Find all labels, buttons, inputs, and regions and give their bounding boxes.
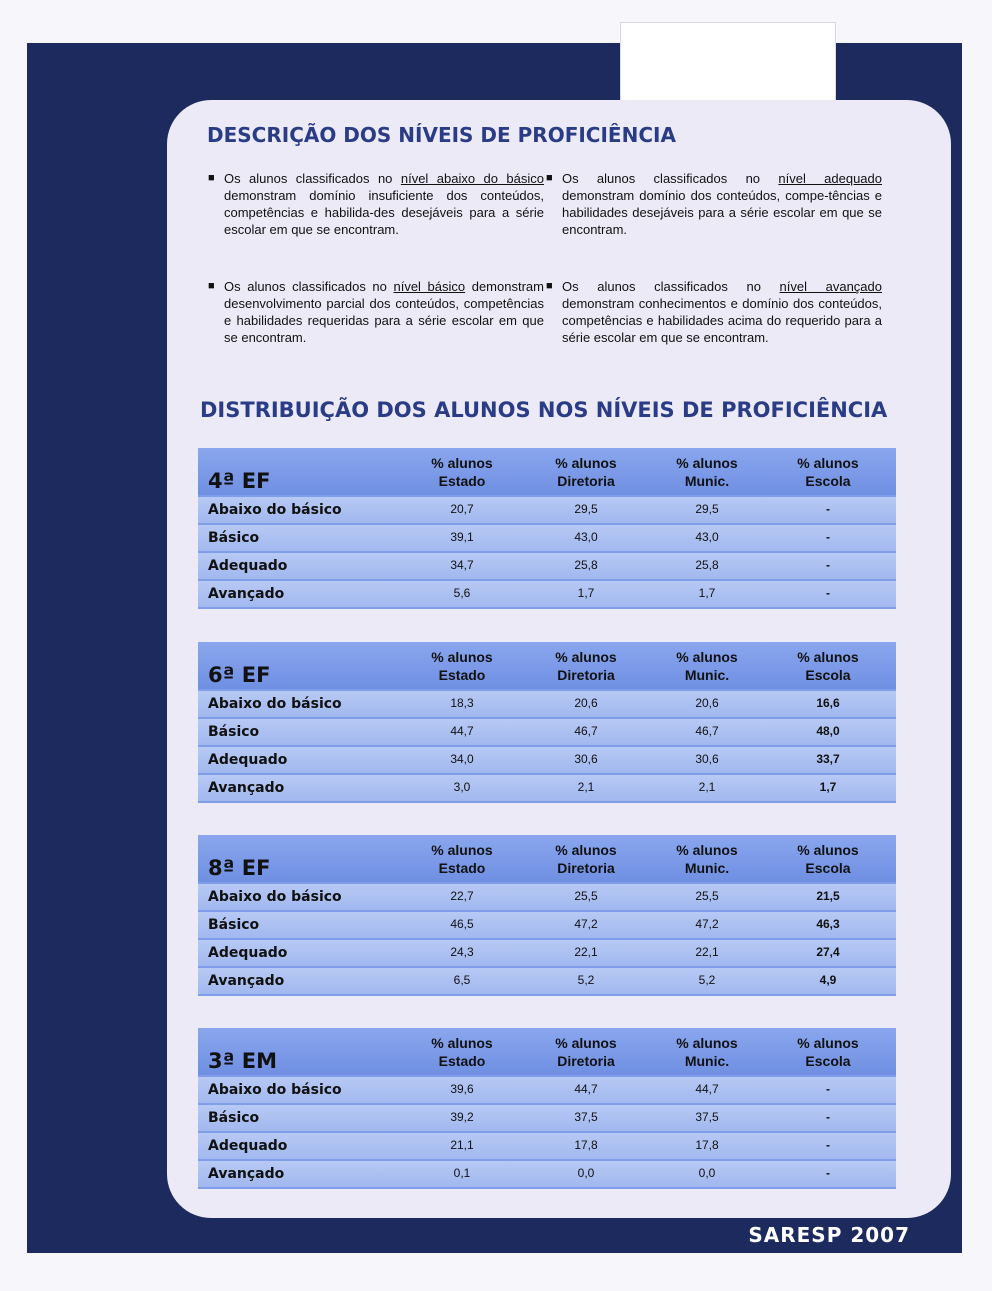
table-row xyxy=(198,1133,896,1159)
col-header-escola: % alunos Escola xyxy=(797,842,859,876)
table-row xyxy=(198,884,896,910)
table-row xyxy=(198,775,896,801)
cell-diretoria: 22,1 xyxy=(574,945,598,959)
level-term: nível abaixo do básico xyxy=(400,171,544,186)
cell-estado: 39,1 xyxy=(450,530,474,544)
level-term: nível adequado xyxy=(778,171,882,186)
col-header-munic: % alunos Munic. xyxy=(676,1035,738,1069)
cell-munic: 47,2 xyxy=(695,917,719,931)
cell-munic: 46,7 xyxy=(695,724,719,738)
cell-escola: 1,7 xyxy=(819,780,837,794)
cell-escola: 21,5 xyxy=(816,889,840,903)
cell-diretoria: 43,0 xyxy=(574,530,598,544)
col-header-estado: % alunos Estado xyxy=(431,455,493,489)
cell-escola: 16,6 xyxy=(816,696,840,710)
row-label: Básico xyxy=(208,530,260,546)
cell-munic: 25,8 xyxy=(695,558,719,572)
col-header-munic: % alunos Munic. xyxy=(676,842,738,876)
table-row xyxy=(198,525,896,551)
cell-escola: 4,9 xyxy=(819,973,837,987)
col-header-diretoria: % alunos Diretoria xyxy=(555,455,617,489)
cell-estado: 34,0 xyxy=(450,752,474,766)
distribuicao-heading: DISTRIBUIÇÃO DOS ALUNOS NOS NÍVEIS DE PROFICIÊNCIA xyxy=(200,398,888,422)
cell-escola: - xyxy=(826,1082,830,1096)
level-term: nível básico xyxy=(393,279,466,294)
cell-diretoria: 25,8 xyxy=(574,558,598,572)
grade-label: 4ª EF xyxy=(208,469,271,493)
row-label: Abaixo do básico xyxy=(208,1082,342,1098)
bullet-icon: ■ xyxy=(208,172,215,184)
cell-munic: 44,7 xyxy=(695,1082,719,1096)
cell-munic: 43,0 xyxy=(695,530,719,544)
col-header-estado: % alunos Estado xyxy=(431,649,493,683)
table-header xyxy=(198,1028,896,1075)
table-row xyxy=(198,1161,896,1187)
cell-estado: 46,5 xyxy=(450,917,474,931)
bullet-icon: ■ xyxy=(546,280,553,292)
grade-label: 6ª EF xyxy=(208,663,271,687)
level-term: nível avançado xyxy=(779,279,883,294)
col-header-estado: % alunos Estado xyxy=(431,1035,493,1069)
cell-estado: 0,1 xyxy=(453,1166,471,1180)
cell-munic: 37,5 xyxy=(695,1110,719,1124)
table-3-em xyxy=(198,1028,896,1189)
cell-estado: 6,5 xyxy=(453,973,471,987)
desc-item-adequado: ■ Os alunos classificados no nível adequado demonstram domínio dos conteúdos, compe-tências e habilidades desejáveis para a série escolar em que se encontram. xyxy=(546,171,882,237)
grade-label: 3ª EM xyxy=(208,1049,278,1073)
row-label: Abaixo do básico xyxy=(208,889,342,905)
row-label: Básico xyxy=(208,1110,260,1126)
col-header-diretoria: % alunos Diretoria xyxy=(555,649,617,683)
cell-munic: 5,2 xyxy=(698,973,716,987)
row-label: Avançado xyxy=(208,586,285,602)
table-row xyxy=(198,719,896,745)
cell-estado: 34,7 xyxy=(450,558,474,572)
cell-diretoria: 20,6 xyxy=(574,696,598,710)
col-header-munic: % alunos Munic. xyxy=(676,455,738,489)
desc-item-abaixo: ■ Os alunos classificados no nível abaixo do básico demonstram domínio insuficiente dos conteúdos, competências e habilida-des desejáveis para a série escolar em que se encontram. xyxy=(208,171,544,237)
cell-diretoria: 2,1 xyxy=(577,780,595,794)
desc-item-basico: ■ Os alunos classificados no nível básico demonstram desenvolvimento parcial dos conteúdos, competências e habilidades requeridas para a série escolar em que se encontram. xyxy=(208,279,544,345)
cell-munic: 22,1 xyxy=(695,945,719,959)
cell-escola: - xyxy=(826,502,830,516)
cell-munic: 20,6 xyxy=(695,696,719,710)
cell-escola: - xyxy=(826,1166,830,1180)
col-header-escola: % alunos Escola xyxy=(797,649,859,683)
table-4-ef xyxy=(198,448,896,609)
row-label: Básico xyxy=(208,917,260,933)
col-header-diretoria: % alunos Diretoria xyxy=(555,1035,617,1069)
cell-estado: 5,6 xyxy=(453,586,471,600)
cell-munic: 30,6 xyxy=(695,752,719,766)
cell-escola: 46,3 xyxy=(816,917,840,931)
row-label: Adequado xyxy=(208,752,288,768)
table-header xyxy=(198,835,896,882)
cell-munic: 2,1 xyxy=(698,780,716,794)
table-row xyxy=(198,581,896,607)
cell-escola: - xyxy=(826,586,830,600)
cell-diretoria: 29,5 xyxy=(574,502,598,516)
cell-estado: 21,1 xyxy=(450,1138,474,1152)
cell-munic: 1,7 xyxy=(698,586,716,600)
table-header xyxy=(198,642,896,689)
row-label: Adequado xyxy=(208,558,288,574)
subject-title: língua portuguesa xyxy=(55,67,155,833)
table-row xyxy=(198,912,896,938)
cell-estado: 39,2 xyxy=(450,1110,474,1124)
cell-escola: - xyxy=(826,1138,830,1152)
cell-escola: 48,0 xyxy=(816,724,840,738)
cell-escola: - xyxy=(826,1110,830,1124)
cell-munic: 17,8 xyxy=(695,1138,719,1152)
cell-escola: - xyxy=(826,558,830,572)
cell-estado: 20,7 xyxy=(450,502,474,516)
cell-estado: 24,3 xyxy=(450,945,474,959)
table-row xyxy=(198,1077,896,1103)
row-label: Básico xyxy=(208,724,260,740)
cell-escola: 27,4 xyxy=(816,945,840,959)
row-label: Abaixo do básico xyxy=(208,502,342,518)
cell-munic: 0,0 xyxy=(698,1166,716,1180)
table-8-ef xyxy=(198,835,896,996)
col-header-diretoria: % alunos Diretoria xyxy=(555,842,617,876)
descricao-heading: DESCRIÇÃO DOS NÍVEIS DE PROFICIÊNCIA xyxy=(207,123,676,147)
cell-estado: 18,3 xyxy=(450,696,474,710)
cell-diretoria: 0,0 xyxy=(577,1166,595,1180)
cell-estado: 39,6 xyxy=(450,1082,474,1096)
row-label: Avançado xyxy=(208,780,285,796)
bullet-icon: ■ xyxy=(208,280,215,292)
cell-munic: 25,5 xyxy=(695,889,719,903)
cell-escola: 33,7 xyxy=(816,752,840,766)
grade-label: 8ª EF xyxy=(208,856,271,880)
cell-escola: - xyxy=(826,530,830,544)
col-header-munic: % alunos Munic. xyxy=(676,649,738,683)
cell-diretoria: 17,8 xyxy=(574,1138,598,1152)
row-label: Avançado xyxy=(208,973,285,989)
cell-diretoria: 46,7 xyxy=(574,724,598,738)
row-label: Adequado xyxy=(208,945,288,961)
table-row xyxy=(198,940,896,966)
cell-diretoria: 30,6 xyxy=(574,752,598,766)
table-6-ef xyxy=(198,642,896,803)
cell-diretoria: 1,7 xyxy=(577,586,595,600)
table-row xyxy=(198,1105,896,1131)
footer-label: SARESP 2007 xyxy=(748,1223,910,1247)
col-header-escola: % alunos Escola xyxy=(797,455,859,489)
cell-estado: 44,7 xyxy=(450,724,474,738)
col-header-estado: % alunos Estado xyxy=(431,842,493,876)
desc-item-avancado: ■ Os alunos classificados no nível avançado demonstram conhecimentos e domínio dos conteúdos, competências e habilidades acima do requerido para a série escolar em que se encontram. xyxy=(546,279,883,345)
cell-diretoria: 37,5 xyxy=(574,1110,598,1124)
cell-diretoria: 5,2 xyxy=(577,973,595,987)
col-header-escola: % alunos Escola xyxy=(797,1035,859,1069)
cell-munic: 29,5 xyxy=(695,502,719,516)
cell-diretoria: 25,5 xyxy=(574,889,598,903)
cell-diretoria: 47,2 xyxy=(574,917,598,931)
table-row xyxy=(198,691,896,717)
table-header xyxy=(198,448,896,495)
cell-estado: 3,0 xyxy=(453,780,471,794)
table-row xyxy=(198,553,896,579)
cell-diretoria: 44,7 xyxy=(574,1082,598,1096)
table-row xyxy=(198,747,896,773)
table-row xyxy=(198,968,896,994)
row-label: Avançado xyxy=(208,1166,285,1182)
row-label: Adequado xyxy=(208,1138,288,1154)
table-row xyxy=(198,497,896,523)
bullet-icon: ■ xyxy=(546,172,553,184)
cell-estado: 22,7 xyxy=(450,889,474,903)
row-label: Abaixo do básico xyxy=(208,696,342,712)
